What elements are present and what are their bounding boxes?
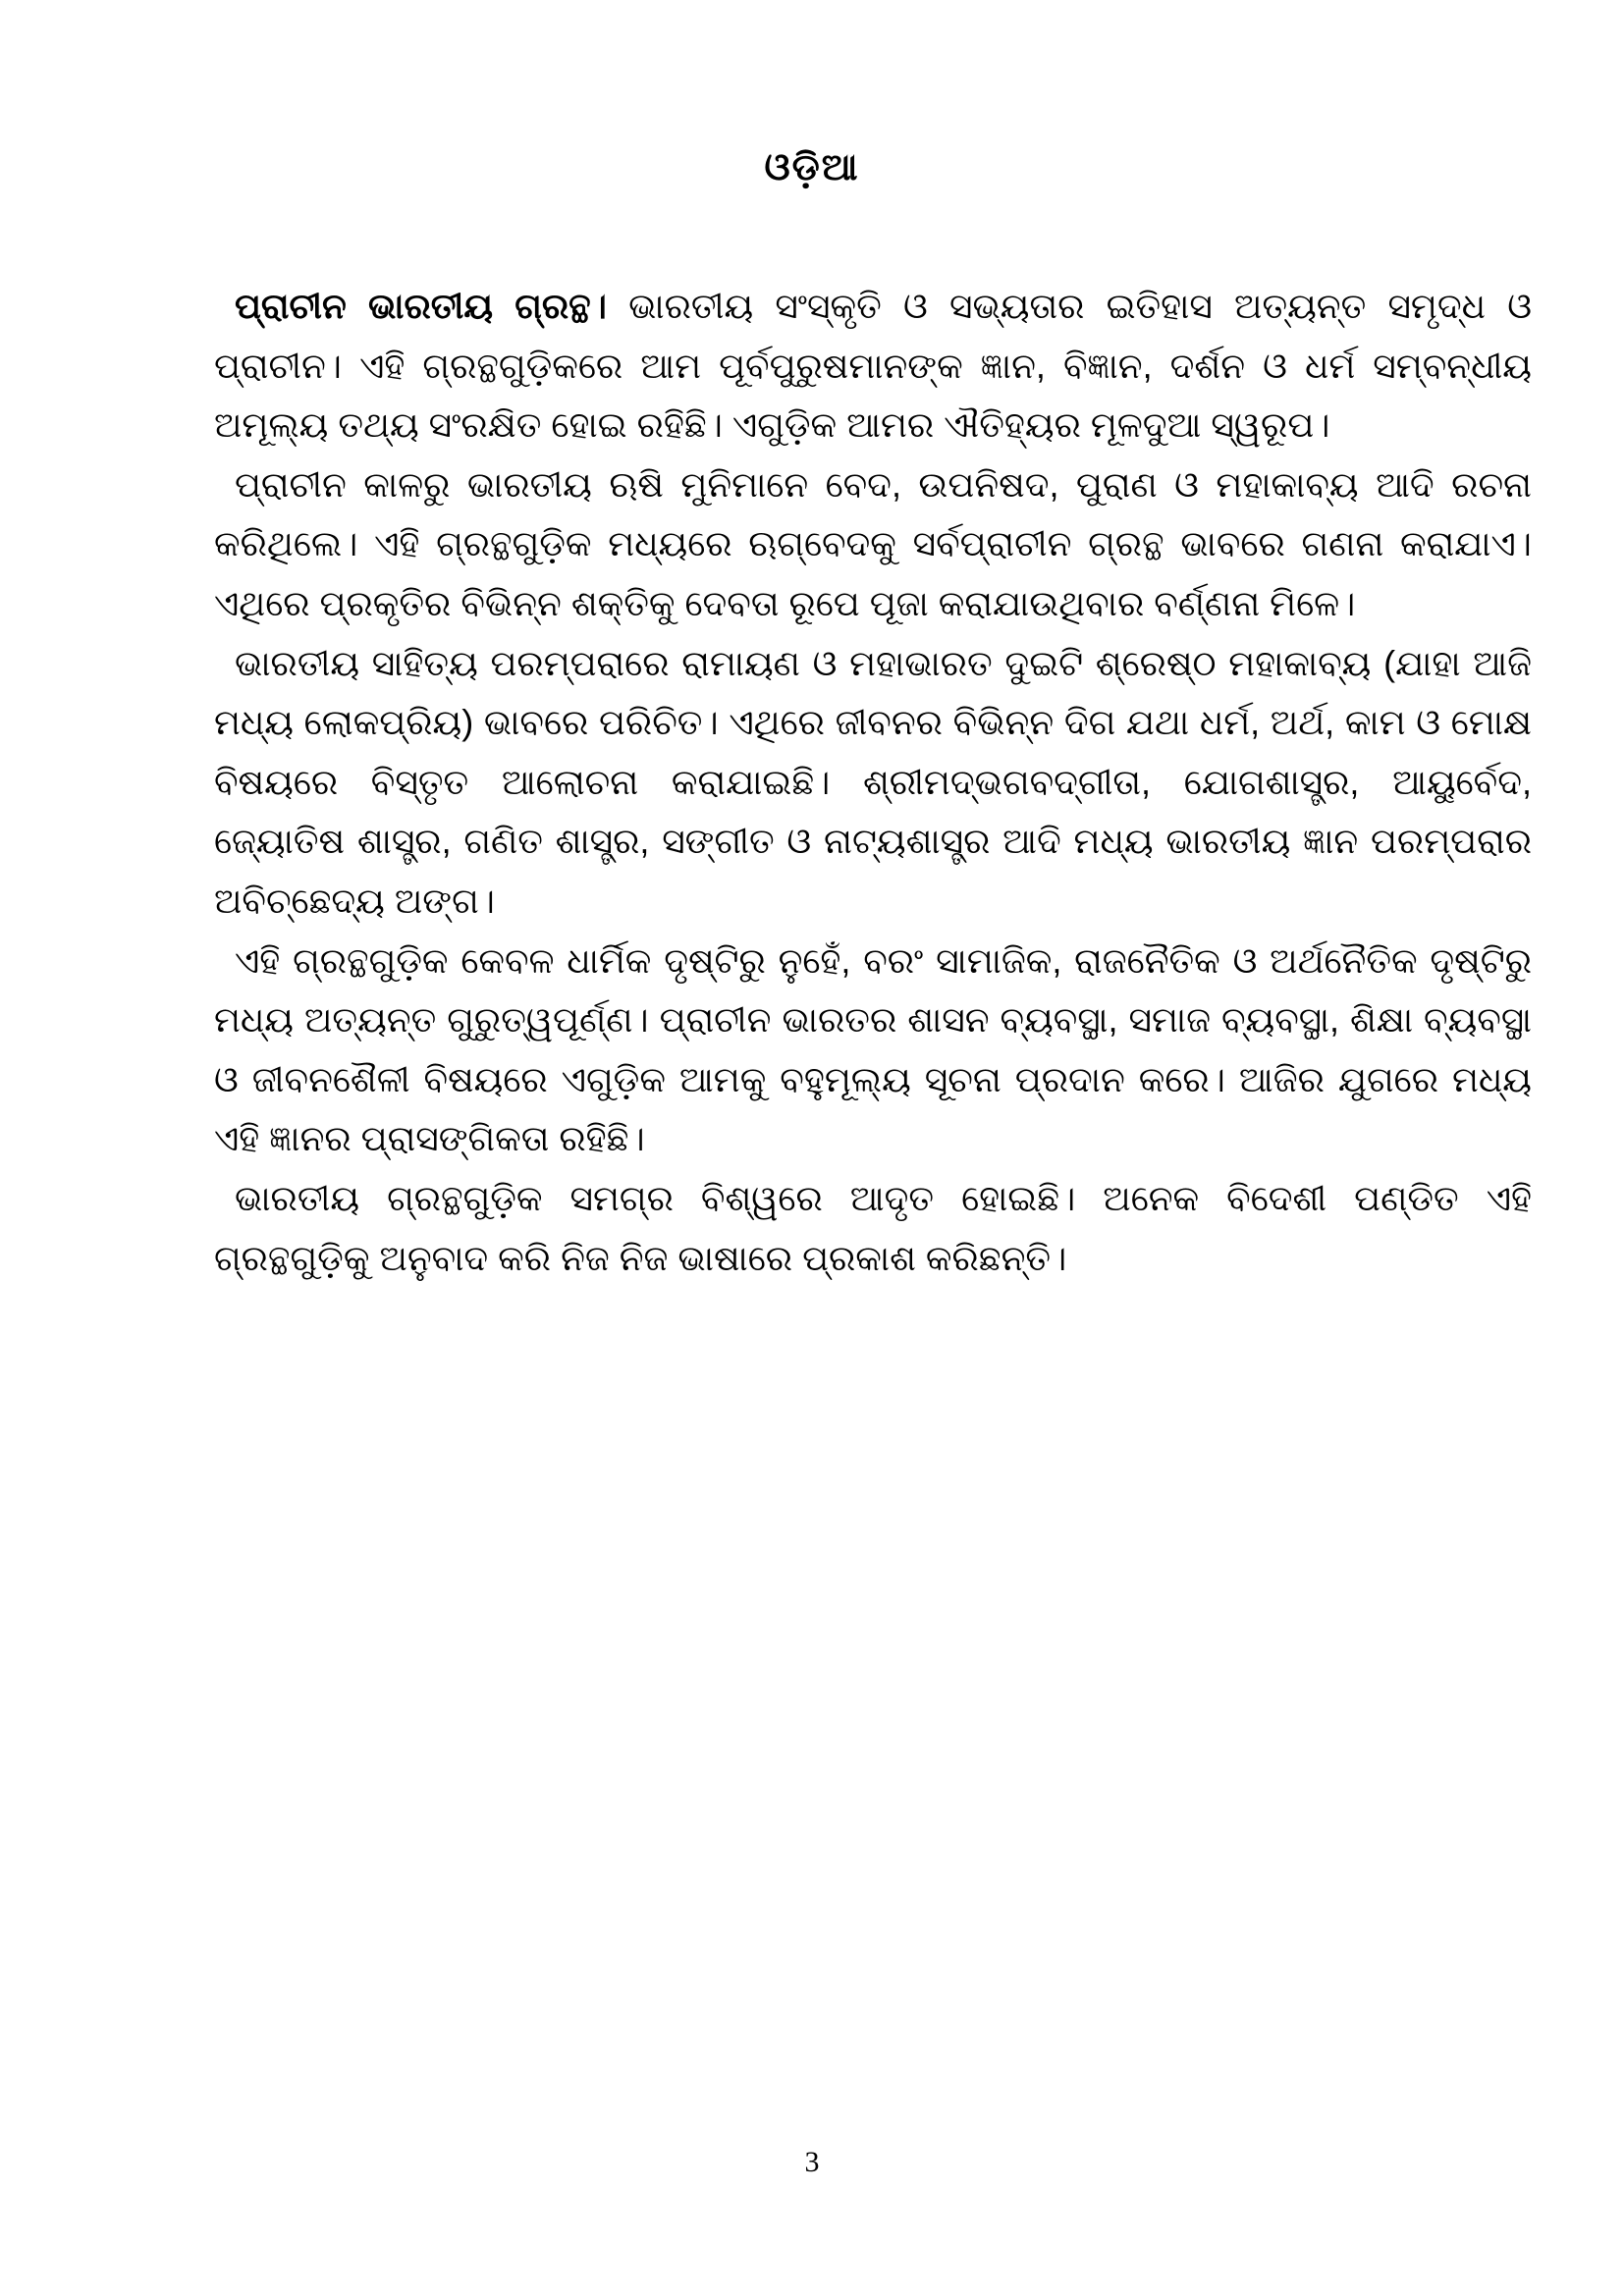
paragraph-2	[214, 455, 1532, 634]
paragraph-1	[214, 277, 1532, 455]
page-title: ଓଡ଼ିଆ	[764, 147, 860, 188]
paragraph-2-text: ପ୍ରାଚୀନ କାଳରୁ ଭାରତୀୟ ଋଷି ମୁନିମାନେ ବେଦ, ଉପନିଷଦ, ପୁରାଣ ଓ ମହାକାବ୍ୟ ଆଦି ରଚନା କରିଥିଲେ। ଏହି ଗ୍ରନ୍ଥଗୁଡ଼ିକ ମଧ୍ୟରେ ଋଗ୍‌ବେଦକୁ ସର୍ବପ୍ରାଚୀନ ଗ୍ରନ୍ଥ ଭାବରେ ଗଣନା କରାଯାଏ। ଏଥିରେ ପ୍ରକୃତିର ବିଭିନ୍ନ ଶକ୍ତିକୁ ଦେବତା ରୂପେ ପୂଜା କରାଯାଉଥିବାର ବର୍ଣ୍ଣନା ମିଳେ।	[214, 463, 1532, 623]
paragraph-3	[214, 634, 1532, 932]
body-text	[214, 277, 1532, 1288]
paragraph-3-text: ଭାରତୀୟ ସାହିତ୍ୟ ପରମ୍ପରାରେ ରାମାୟଣ ଓ ମହାଭାରତ ଦୁଇଟି ଶ୍ରେଷ୍ଠ ମହାକାବ୍ୟ (ଯାହା ଆଜି ମଧ୍ୟ ଲୋକପ୍ରିୟ) ଭାବରେ ପରିଚିତ। ଏଥିରେ ଜୀବନର ବିଭିନ୍ନ ଦିଗ ଯଥା ଧର୍ମ, ଅର୍ଥ, କାମ ଓ ମୋକ୍ଷ ବିଷୟରେ ବିସ୍ତୃତ ଆଲୋଚନା କରାଯାଇଛି। ଶ୍ରୀମଦ୍‌ଭଗବଦ୍‌ଗୀତା, ଯୋଗଶାସ୍ତ୍ର, ଆୟୁର୍ବେଦ, ଜ୍ୟୋତିଷ ଶାସ୍ତ୍ର, ଗଣିତ ଶାସ୍ତ୍ର, ସଙ୍ଗୀତ ଓ ନାଟ୍ୟଶାସ୍ତ୍ର ଆଦି ମଧ୍ୟ ଭାରତୀୟ ଜ୍ଞାନ ପରମ୍ପରାର ଅବିଚ୍ଛେଦ୍ୟ ଅଙ୍ଗ।	[214, 642, 1532, 921]
paragraph-5-text: ଭାରତୀୟ ଗ୍ରନ୍ଥଗୁଡ଼ିକ ସମଗ୍ର ବିଶ୍ୱରେ ଆଦୃତ ହୋଇଛି। ଅନେକ ବିଦେଶୀ ପଣ୍ଡିତ ଏହି ଗ୍ରନ୍ଥଗୁଡ଼ିକୁ ଅନୁବାଦ କରି ନିଜ ନିଜ ଭାଷାରେ ପ୍ରକାଶ କରିଛନ୍ତି।	[214, 1177, 1532, 1278]
paragraph-4	[214, 932, 1532, 1169]
paragraph-1-text: ଭାରତୀୟ ସଂସ୍କୃତି ଓ ସଭ୍ୟତାର ଇତିହାସ ଅତ୍ୟନ୍ତ ସମୃଦ୍ଧ ଓ ପ୍ରାଚୀନ। ଏହି ଗ୍ରନ୍ଥଗୁଡ଼ିକରେ ଆମ ପୂର୍ବପୁରୁଷମାନଙ୍କ ଜ୍ଞାନ, ବିଜ୍ଞାନ, ଦର୍ଶନ ଓ ଧର୍ମ ସମ୍ବନ୍ଧୀୟ ଅମୂଲ୍ୟ ତଥ୍ୟ ସଂରକ୍ଷିତ ହୋଇ ରହିଛି। ଏଗୁଡ଼ିକ ଆମର ଐତିହ୍ୟର ମୂଳଦୁଆ ସ୍ୱରୂପ।	[214, 286, 1532, 446]
page-number: 3	[804, 2146, 820, 2178]
paragraph-1-lead: ପ୍ରାଚୀନ ଭାରତୀୟ ଗ୍ରନ୍ଥ।	[235, 286, 607, 326]
paragraph-4-text: ଏହି ଗ୍ରନ୍ଥଗୁଡ଼ିକ କେବଳ ଧାର୍ମିକ ଦୃଷ୍ଟିରୁ ନୁହେଁ, ବରଂ ସାମାଜିକ, ରାଜନୈତିକ ଓ ଅର୍ଥନୈତିକ ଦୃଷ୍ଟିରୁ ମଧ୍ୟ ଅତ୍ୟନ୍ତ ଗୁରୁତ୍ୱପୂର୍ଣ୍ଣ। ପ୍ରାଚୀନ ଭାରତର ଶାସନ ବ୍ୟବସ୍ଥା, ସମାଜ ବ୍ୟବସ୍ଥା, ଶିକ୍ଷା ବ୍ୟବସ୍ଥା ଓ ଜୀବନଶୈଳୀ ବିଷୟରେ ଏଗୁଡ଼ିକ ଆମକୁ ବହୁମୂଲ୍ୟ ସୂଚନା ପ୍ରଦାନ କରେ। ଆଜିର ଯୁଗରେ ମଧ୍ୟ ଏହି ଜ୍ଞାନର ପ୍ରାସଙ୍ଗିକତା ରହିଛି।	[214, 939, 1532, 1159]
paragraph-5	[214, 1169, 1532, 1288]
